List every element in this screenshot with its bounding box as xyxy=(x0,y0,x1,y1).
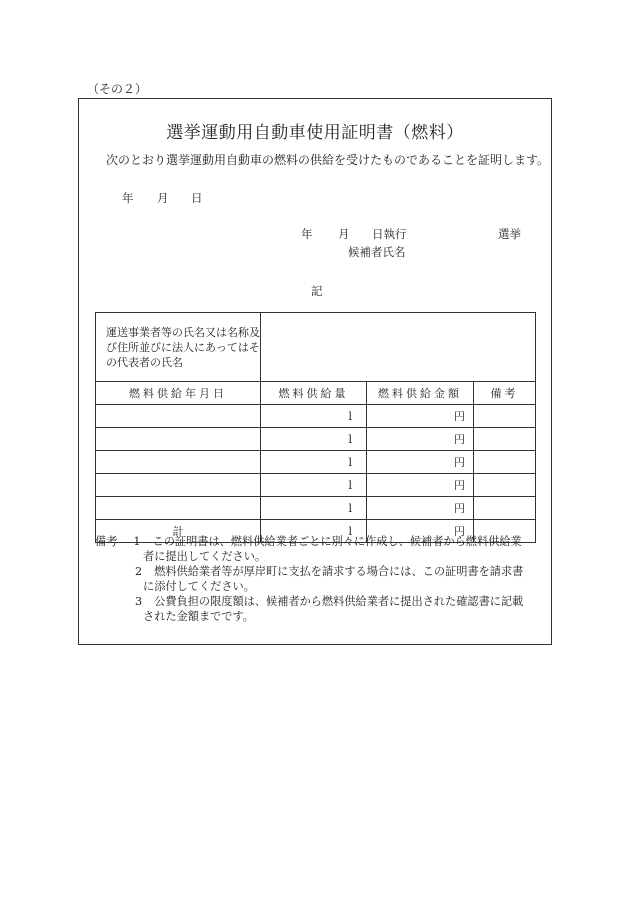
note-text-line2: された金額までです。 xyxy=(143,610,254,623)
row-note[interactable] xyxy=(474,451,536,474)
row-date[interactable] xyxy=(96,405,261,428)
row-amount[interactable]: 円 xyxy=(367,497,474,520)
note-number: 3 xyxy=(135,595,143,608)
row-note[interactable] xyxy=(474,405,536,428)
row-date[interactable] xyxy=(96,497,261,520)
provider-value-cell[interactable] xyxy=(261,313,536,382)
note-text-line1: 公費負担の限度額は、候補者から燃料供給業者に提出された確認書に記載 xyxy=(154,595,524,608)
row-amount[interactable]: 円 xyxy=(367,451,474,474)
row-date[interactable] xyxy=(96,428,261,451)
exec-year: 年 xyxy=(301,227,313,241)
note-number: 1 xyxy=(133,535,141,548)
row-amount[interactable]: 円 xyxy=(367,405,474,428)
form-number-label: （その２） xyxy=(87,82,148,96)
header-date: 燃料供給年月日 xyxy=(96,382,261,405)
row-date[interactable] xyxy=(96,474,261,497)
row-note[interactable] xyxy=(474,428,536,451)
exec-month: 月 xyxy=(338,227,350,241)
notes-item-1 xyxy=(95,534,523,549)
provider-label-cell xyxy=(96,313,261,382)
row-note[interactable] xyxy=(474,497,536,520)
note-text-line2: 者に提出してください。 xyxy=(143,550,267,563)
date-day: 日 xyxy=(191,191,203,205)
header-note: 備考 xyxy=(474,382,536,405)
ki-label: 記 xyxy=(311,284,323,298)
notes-section xyxy=(95,534,523,624)
row-quantity[interactable]: l xyxy=(261,428,367,451)
date-month: 月 xyxy=(157,191,169,205)
provider-label: 運送事業者等の氏名又は名称及び住所並びに法人にあってはその代表者の氏名 xyxy=(106,325,260,369)
header-amount: 燃料供給金額 xyxy=(367,382,474,405)
table-row xyxy=(96,497,536,520)
row-quantity[interactable]: l xyxy=(261,451,367,474)
notes-item-2 xyxy=(95,564,523,579)
row-quantity[interactable]: l xyxy=(261,497,367,520)
fuel-supply-table xyxy=(95,312,536,543)
total-label: 計 xyxy=(96,520,261,543)
note-text-line1: この証明書は、燃料供給業者ごとに別々に作成し、候補者から燃料供給業 xyxy=(152,535,522,548)
note-number: 2 xyxy=(135,565,143,578)
candidate-name-label: 候補者氏名 xyxy=(348,245,406,259)
table-row xyxy=(96,405,536,428)
row-amount[interactable]: 円 xyxy=(367,474,474,497)
date-year: 年 xyxy=(122,191,134,205)
table-row xyxy=(96,428,536,451)
page-title: 選挙運動用自動車使用証明書（燃料） xyxy=(166,123,464,143)
note-text-line2: に添付してください。 xyxy=(143,580,255,593)
row-date[interactable] xyxy=(96,451,261,474)
notes-item-3 xyxy=(95,594,523,609)
row-quantity[interactable]: l xyxy=(261,474,367,497)
exec-day: 日執行 xyxy=(372,227,407,241)
notes-heading: 備考 xyxy=(95,535,118,548)
row-amount[interactable]: 円 xyxy=(367,428,474,451)
note-text-line1: 燃料供給業者等が厚岸町に支払を請求する場合には、この証明書を請求書 xyxy=(154,565,524,578)
total-quantity[interactable]: l xyxy=(261,520,367,543)
table-row xyxy=(96,474,536,497)
row-quantity[interactable]: l xyxy=(261,405,367,428)
election-label: 選挙 xyxy=(498,227,521,241)
row-note[interactable] xyxy=(474,474,536,497)
table-row xyxy=(96,451,536,474)
header-quantity: 燃料供給量 xyxy=(261,382,367,405)
total-amount[interactable]: 円 xyxy=(367,520,474,543)
certification-statement: 次のとおり選挙運動用自動車の燃料の供給を受けたものであることを証明します。 xyxy=(106,153,550,167)
